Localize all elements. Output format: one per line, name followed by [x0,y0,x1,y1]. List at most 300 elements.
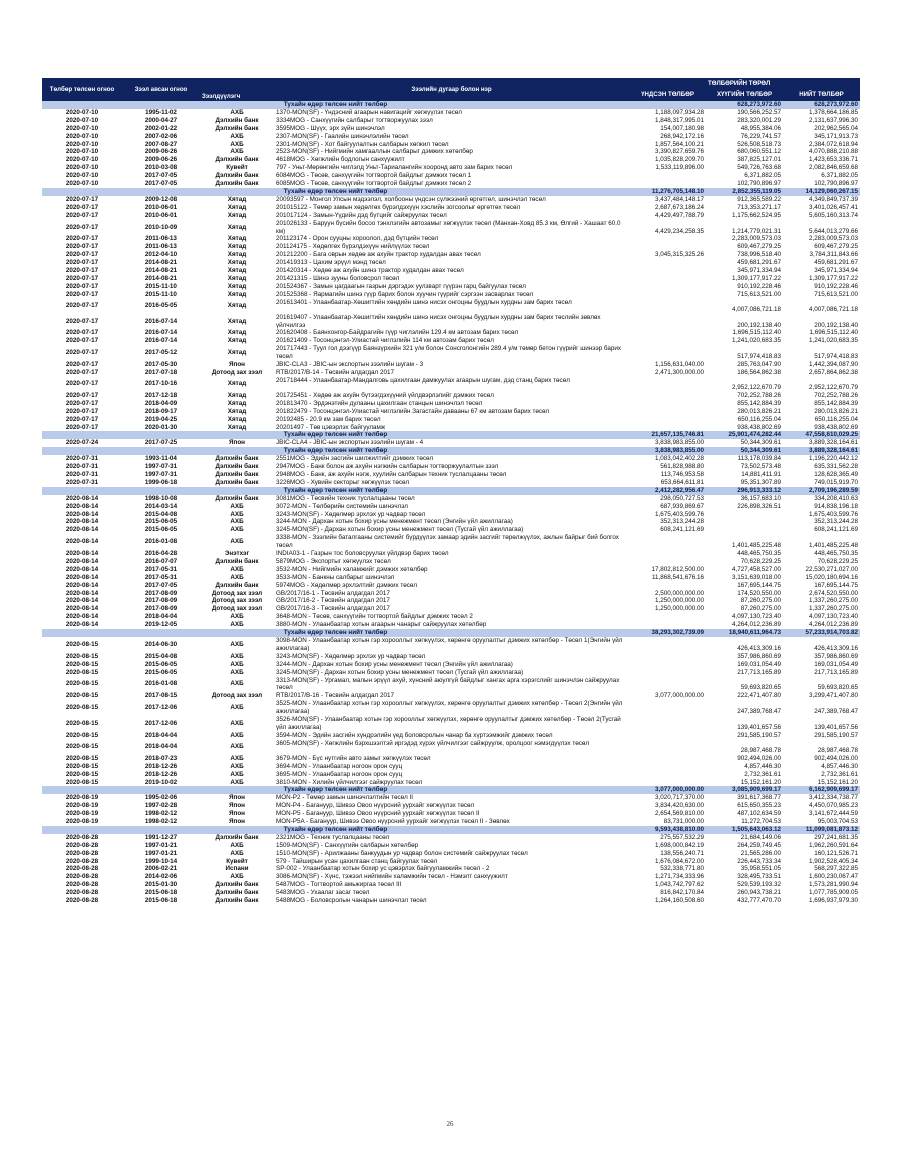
loan-name-cell: 3810-MON - Хилийн үйлчилгээг сайжруулах төсөл [276,778,423,786]
loan-date-cell: 1998-02-12 [144,818,178,826]
table-row [42,590,860,598]
total-cell: 1,902,528,405.34 [808,857,859,865]
loan-date-cell: 2011-06-13 [145,243,177,251]
header-payment-type: ТӨЛБӨРИЙН ТӨРӨЛ [706,78,860,89]
table-row [42,109,860,117]
pay-date-cell: 2020-08-28 [65,857,99,865]
lender-cell: Дэлхийн банк [215,156,259,164]
pay-date-cell: 2020-07-17 [65,380,99,388]
principal-cell [629,637,706,653]
principal-cell [629,669,706,677]
total-cell: 15,020,180,694.16 [805,573,859,581]
total-cell: 280,013,826.21 [814,407,859,415]
principal-cell: 608,241,121.69 [660,526,704,534]
loan-date-cell: 2014-08-21 [144,274,178,282]
total-cell: 345,171,913.73 [814,132,859,140]
lender-cell: АХБ [230,538,244,546]
lender-cell: АХБ [230,640,244,648]
principal-cell: 561,828,988.80 [660,463,704,471]
lender-cell: Япон [229,818,245,826]
pay-date-cell: 2020-08-28 [65,833,99,841]
loan-name-cell: 20201497 - Төв цэвэрлэх байгууламж [276,423,386,431]
table-row [42,810,860,818]
pay-date-cell: 2020-07-17 [65,251,99,259]
loan-name-cell: SP-002 - Улаанбаатар хотын бохир ус цэвэрлэх байгууламжийн төсөл - 2 [276,865,490,873]
pay-date-cell: 2020-08-28 [65,897,99,905]
principal-cell: 154,007,180.98 [660,124,704,132]
table-row [42,495,860,503]
pay-date-cell: 2020-08-19 [65,810,99,818]
interest-cell: 526,508,518.73 [737,140,781,148]
total-cell: 291,585,190.57 [814,731,859,739]
pay-date-cell: 2020-07-17 [65,235,99,243]
interest-cell: 1,401,485,225.48 [731,542,781,550]
table-row [42,392,860,400]
principal-cell: 1,676,084,672.00 [654,857,704,865]
loan-name-cell: GB/2017/16-3 - Төсвийн алдагдал 2017 [276,605,390,613]
loan-name-cell: 201525368 - Яармагийн шинэ гүүр барих болон хуучин гүүрийг сэргээн засварлах төсөл [276,290,534,298]
lender-cell: Дэлхийн банк [215,116,259,124]
interest-cell: 76,229,741.57 [740,132,781,140]
loan-date-cell: 2017-08-09 [144,605,178,613]
principal-cell [629,677,706,693]
principal-cell [629,337,706,345]
pay-date-cell: 2020-08-28 [65,873,99,881]
total-cell: 3,299,471,407.80 [808,692,859,700]
lender-cell: АХБ [230,652,244,660]
total-cell: 2,082,846,659.68 [808,164,859,172]
loan-name-cell: 201717443 - Туул гол дээгүүр Баянзүрхийн 321 у/м болон Сонсголонгийн 289.4 у/м төмөр бетон гүүрийг шинээр барих төсөл [276,345,622,361]
pay-date-cell: 2020-07-31 [65,470,99,478]
total-cell: 95,003,704.53 [817,818,859,826]
lender-cell: Дэлхийн банк [215,833,259,841]
loan-date-cell: 2010-10-09 [144,223,178,231]
subtotal-interest: 50,344,309.61 [706,447,783,455]
interest-cell [706,518,783,526]
interest-cell: 102,790,896.97 [737,180,781,188]
pay-date-cell: 2020-07-17 [65,223,99,231]
pay-date-cell: 2020-08-14 [65,502,99,510]
loan-name-cell: 3695-MON - Улаанбаатар ногоон орон сууц [276,770,403,778]
total-cell: 1,600,230,067.47 [808,873,859,881]
table-row [42,881,860,889]
pay-date-cell: 2020-07-17 [65,391,99,399]
interest-cell: 4,727,458,527.00 [731,565,781,573]
table-row [42,125,860,133]
lender-cell: АХБ [230,873,244,881]
total-cell: 6,371,882.05 [821,172,859,180]
table-row [42,802,860,810]
table-row [42,889,860,897]
interest-cell: 15,152,161.20 [740,778,781,786]
loan-date-cell: 2016-07-14 [144,329,178,337]
loan-name-cell: 201718444 - Улаанбаатар-Мандалговь цахилгаан дамжуулах агаарын шугам, дэд станц барих төсөл [276,376,570,384]
table-row [42,117,860,125]
pay-date-cell: 2020-07-17 [65,211,99,219]
table-row [42,613,860,621]
pay-date-cell: 2020-08-15 [65,754,99,762]
total-cell: 1,401,485,225.48 [808,542,859,550]
principal-cell: 275,557,532.29 [660,833,704,841]
loan-name-cell: 3086-MON(SF) - Хүнс, тэжээл нийгмийн халамжийн төсөл - Нэмэлт санхүүжилт [276,873,508,881]
lender-cell: АХБ [230,743,244,751]
loan-name-cell: 5879MOG - Экспортыг хөгжүүлэх төсөл [276,557,391,565]
lender-cell: Дэлхийн банк [215,180,259,188]
lender-cell: АХБ [230,668,244,676]
total-cell: 28,987,468.78 [817,746,859,754]
loan-date-cell: 1997-01-21 [144,849,178,857]
loan-date-cell: 2015-06-05 [144,518,178,526]
pay-date-cell: 2020-08-28 [65,841,99,849]
lender-cell: Хятад [227,235,247,243]
pay-date-cell: 2020-08-14 [65,565,99,573]
lender-cell: Дэлхийн банк [215,494,259,502]
loan-name-cell: INDIA03-1 - Газрын тос боловсруулах үйлдвэр барих төсөл [276,550,449,558]
loan-name-cell: JBIC-CLA3 - JBIC-ын экспортын зээлийн шугам - 3 [276,361,424,369]
loan-name-cell: 797 - Уньт-Мөрөнгийн чиглэлд Уньт-Тариалангийн хооронд авто зам барих төсөл [276,164,513,172]
loan-name-cell: 3533-MON - Банкны салбарыг шинэчлэл [276,573,395,581]
loan-name-cell: MON-P5A - Багануур, Шивээ Овоо нүүрсний уурхайг хөгжүүлэх төсөл II - Зөвлөх [276,818,510,826]
loan-name-cell: 579 - Тайширын усан цахилгаан станц байгуулах төсөл [276,857,438,865]
total-cell: 1,196,220,442.12 [808,455,859,463]
interest-cell: 139,401,657.56 [737,723,781,731]
loan-date-cell: 2014-08-21 [144,267,178,275]
principal-cell [629,771,706,779]
header-spacer [629,78,706,89]
total-cell: 297,241,681.35 [814,833,859,841]
interest-cell: 280,013,826.21 [737,407,781,415]
loan-date-cell: 2014-03-14 [144,502,178,510]
table-row [42,779,860,787]
pay-date-cell: 2020-07-17 [65,274,99,282]
pay-date-cell: 2020-07-17 [65,290,99,298]
interest-cell: 426,413,309.16 [737,644,781,652]
pay-date-cell: 2020-08-14 [65,621,99,629]
header-total: НИЙТ ТӨЛБӨР [783,89,860,101]
lender-cell: Дэлхийн банк [215,463,259,471]
table-row [42,566,860,574]
subtotal-interest: 296,913,333.12 [706,487,783,495]
principal-cell [629,400,706,408]
table-row [42,283,860,291]
loan-date-cell: 1999-10-14 [144,857,178,865]
pay-date-cell: 2020-07-17 [65,423,99,431]
loan-date-cell: 2015-06-18 [144,897,178,905]
table-row [42,212,860,220]
loan-date-cell: 2018-12-26 [144,762,178,770]
interest-cell: 28,987,468.78 [740,746,781,754]
loan-date-cell: 1991-12-27 [144,833,178,841]
table-row [42,291,860,299]
interest-cell: 247,389,768.47 [737,708,781,716]
total-cell: 4,857,446.30 [821,762,859,770]
interest-cell: 291,585,190.57 [737,731,781,739]
total-cell: 1,962,260,591.64 [808,841,859,849]
total-cell: 715,613,521.00 [814,290,859,298]
loan-name-cell: 3605-MON(SF) - Хөгжлийн бэрхшээлтэй иргэдэд хүрэх үйлчилгээг сайжруулж, оролцоог нэмэгдүүлэх төсөл [276,739,590,747]
total-cell: 247,389,768.47 [814,708,859,716]
loan-name-cell: 5488MOG - Боловсролын чанарын шинэчлэл төсөл [276,897,427,905]
total-cell: 1,378,664,186.85 [808,108,859,116]
subtotal-total: 11,099,081,873.12 [783,826,860,834]
subtotal-row [42,431,860,439]
interest-cell: 910,192,228.46 [737,282,781,290]
loan-date-cell: 2017-07-25 [144,439,178,447]
loan-name-cell: 201725451 - Хөдөө аж ахуйн бүтээгдэхүүний үйлдвэрлэлийг дэмжих төсөл [276,391,494,399]
total-cell: 4,097,130,723.40 [808,613,859,621]
interest-cell: 529,539,193.32 [737,881,781,889]
loan-date-cell: 2009-12-08 [144,195,178,203]
interest-cell: 680,060,551.12 [737,148,781,156]
header-lender: Зээлдүүлэгч [200,78,274,101]
lender-cell: Дотоод зах зээл [211,597,263,605]
table-row [42,133,860,141]
interest-cell: 902,494,026.00 [737,754,781,762]
loan-name-cell: 201524367 - Замын цагдаагын газрын дэргэдэх уулзварт гүүрэн гарц байгуулах төсөл [276,282,526,290]
loan-name-cell: 2948MOG - Банк, аж ахуйн нэгж, хуулийн салбарын техник туслалцааны төсөл [276,470,507,478]
principal-cell [629,377,706,392]
lender-cell: Хятад [227,223,247,231]
table-row [42,275,860,283]
lender-cell: Хятад [227,302,247,310]
subtotal-principal [629,101,706,109]
interest-cell: 487,102,634.59 [737,810,781,818]
loan-date-cell: 2018-12-26 [144,770,178,778]
loan-date-cell: 2017-12-06 [144,704,178,712]
loan-date-cell: 2017-07-05 [144,172,178,180]
total-cell: 855,142,884.39 [814,399,859,407]
interest-cell: 36,157,683.10 [740,494,781,502]
lender-cell: Хятад [227,267,247,275]
principal-cell: 653,664,611.81 [660,478,704,486]
loan-date-cell: 2016-04-28 [144,550,178,558]
total-cell: 2,657,864,862.38 [808,369,859,376]
loan-name-cell: 3526-MON(SF) - Улаанбаатар хотын гэр хорооллыг хөгжүүлэх, хөрөнгө оруулалтыг дэмжих хөтөлбөр - Төсөл 2(Тусгай үйл ажиллагаа) [276,716,621,731]
table-row [42,369,860,377]
table-row [42,755,860,763]
principal-cell: 83,731,000.00 [663,818,704,826]
interest-cell: 1,696,515,112.40 [732,329,781,337]
loan-date-cell: 2017-12-06 [144,720,178,728]
loan-name-cell: 201124175 - Хөдөлгөх бүрэлдэхүүн нийлүүлэх төсөл [276,243,430,251]
loan-date-cell: 2016-07-14 [144,337,178,345]
loan-name-cell: 201419313 - Цахим эрүүл мэнд төсөл [276,259,386,267]
principal-cell [629,243,706,251]
total-cell: 357,986,860.69 [814,652,859,660]
principal-cell [629,550,706,558]
pay-date-cell: 2020-08-14 [65,557,99,565]
total-cell: 4,070,888,210.88 [808,148,859,156]
principal-cell [629,283,706,291]
pay-date-cell: 2020-08-14 [65,510,99,518]
total-cell: 1,696,937,979.30 [808,897,859,905]
loan-date-cell: 2019-12-05 [144,621,178,629]
table-row [42,235,860,243]
loan-name-cell: RTB/2017/B-16 - Төсвийн алдагдал 2017 [276,692,394,700]
loan-date-cell: 2016-05-05 [144,302,178,310]
total-cell: 3,412,334,738.77 [808,794,859,802]
interest-cell [706,526,783,534]
loan-date-cell: 2018-04-04 [144,613,178,621]
lender-cell: Хятад [227,290,247,298]
table-row [42,267,860,275]
lender-cell: АХБ [230,621,244,629]
total-cell: 749,015,919.70 [814,478,859,486]
loan-date-cell: 2018-04-09 [144,399,178,407]
loan-name-cell: 3243-MON(SF) - Хөдөлмөр эрхлэх ур чадвар төсөл [276,652,426,660]
total-cell: 4,349,849,737.39 [808,195,859,203]
total-cell: 910,192,228.46 [814,282,859,290]
total-cell: 1,696,515,112.40 [809,329,859,337]
loan-name-cell: 5974MOG - Хөдөлмөр эрхлэлтийг дэмжих төсөл [276,581,418,589]
subtotal-total: 3,889,328,164.61 [783,447,860,455]
loan-date-cell: 2015-11-10 [145,290,177,298]
lender-cell: Дэлхийн банк [215,881,259,889]
principal-cell [629,700,706,716]
header-loan-date: Зээл авсан огноо [122,78,200,101]
loan-date-cell: 2007-02-06 [144,132,178,140]
total-cell: 2,283,009,573.03 [808,235,859,243]
interest-cell: 713,353,271.17 [737,203,781,211]
total-cell: 2,384,072,618.94 [808,140,859,148]
pay-date-cell: 2020-08-15 [65,680,99,688]
interest-cell: 14,881,411.91 [741,470,781,478]
interest-cell: 260,943,738.21 [737,889,781,897]
lender-cell: АХБ [230,754,244,762]
total-cell: 902,494,026.00 [814,754,859,762]
interest-cell: 1,241,020,683.35 [731,337,781,345]
pay-date-cell: 2020-08-15 [65,660,99,668]
lender-cell: Хятад [227,415,247,423]
loan-date-cell: 2009-06-26 [144,148,178,156]
principal-cell [629,763,706,771]
pay-date-cell: 2020-07-10 [65,140,99,148]
subtotal-principal: 11,276,705,148.10 [629,188,706,196]
total-cell: 702,252,788.26 [814,391,859,399]
lender-cell: Хятад [227,243,247,251]
table-row [42,574,860,582]
total-cell: 448,465,750.35 [814,550,859,558]
loan-date-cell: 2017-10-16 [144,380,178,388]
lender-cell: Дэлхийн банк [215,557,259,565]
pay-date-cell: 2020-08-15 [65,720,99,728]
principal-cell [629,613,706,621]
principal-cell [629,534,706,550]
lender-cell: Япон [229,810,245,818]
total-cell: 22,530,271,027.00 [805,565,859,573]
loan-date-cell: 2014-06-30 [144,640,178,648]
loan-name-cell: 3595MOG - Шүүх, эрх зүйн шинэчлэл [276,124,385,132]
interest-cell: 2,732,361.61 [744,770,781,778]
principal-cell: 3,077,000,000.00 [654,692,704,700]
table-row [42,732,860,740]
principal-cell: 1,250,000,000.00 [654,605,704,613]
pay-date-cell: 2020-08-14 [65,573,99,581]
pay-date-cell: 2020-07-17 [65,282,99,290]
pay-date-cell: 2020-08-19 [65,818,99,826]
loan-date-cell: 2010-06-01 [144,211,178,219]
pay-date-cell: 2020-07-10 [65,148,99,156]
principal-cell: 1,675,403,599.76 [654,510,704,518]
total-cell: 128,628,365.49 [814,470,859,478]
total-cell: 2,732,361.61 [821,770,859,778]
loan-date-cell: 2006-02-21 [144,865,178,873]
lender-cell: АХБ [230,762,244,770]
interest-cell: 1,175,662,524.95 [731,211,781,219]
loan-date-cell: 1995-11-02 [145,108,177,116]
interest-cell: 169,031,054.49 [737,660,781,668]
principal-cell: 11,868,541,676.16 [651,573,704,581]
loan-date-cell: 2017-07-05 [144,180,178,188]
total-cell: 426,413,309.16 [814,644,859,652]
lender-cell: Испани [225,865,249,873]
interest-cell: 50,344,309.61 [740,439,781,447]
lender-cell: Дэлхийн банк [215,172,259,180]
loan-date-cell: 2019-10-02 [144,778,178,786]
lender-cell: Хятад [227,282,247,290]
principal-cell [629,172,706,180]
subtotal-interest: 2,852,355,119.05 [706,188,783,196]
interest-cell: 938,438,802.69 [737,423,781,431]
loan-name-cell: 201212200 - Бага оврын хөдөө аж ахуйн трактор худалдан авах төсөл [276,251,481,259]
pay-date-cell: 2020-07-17 [65,369,99,376]
lender-cell: Хятад [227,380,247,388]
total-cell: 914,838,196.18 [814,502,859,510]
loan-name-cell: 201026133 - Баруун бүсийн босоо тэнхлэгийн автозамыг хөгжүүлэх төсөл (Манхан-Ховд 85.3 км, Өлгий - Хашаат 60.0 км) [276,219,621,235]
loan-date-cell: 2009-06-26 [144,156,178,164]
loan-date-cell: 2015-06-05 [144,660,178,668]
interest-cell: 357,986,860.69 [737,652,781,660]
total-cell: 2,131,637,996.30 [808,116,859,124]
pay-date-cell: 2020-07-10 [65,156,99,164]
principal-cell [629,314,706,330]
loan-date-cell: 1998-02-12 [144,810,178,818]
principal-cell [629,716,706,732]
total-cell: 1,675,403,599.76 [808,510,859,518]
lender-cell: Кувейт [226,164,248,172]
loan-name-cell: JBIC-CLA4 - JBIC-ын экспортын зээлийн шугам - 4 [276,439,424,447]
lender-cell: АХБ [230,660,244,668]
loan-date-cell: 2015-04-08 [144,652,178,660]
page-number: 26 [446,1120,454,1128]
loan-name-cell: 3226MOG - Хувийн секторыг хөгжүүлэх төсөл [276,478,410,486]
loan-date-cell: 2017-12-18 [144,391,178,399]
interest-cell: 328,495,733.51 [737,873,781,881]
pay-date-cell: 2020-07-17 [65,195,99,203]
loan-date-cell: 2018-09-17 [144,407,178,415]
lender-cell: Дэлхийн банк [215,897,259,905]
principal-cell: 3,045,315,325.26 [654,251,704,259]
principal-cell: 352,313,244.28 [660,518,704,526]
interest-cell: 855,142,884.39 [737,399,781,407]
interest-cell: 2,283,009,573.03 [731,235,781,243]
interest-cell: 59,693,820.65 [740,684,781,692]
loan-name-cell: 3081MOG - Төсвийн техник туслалцааны төсөл [276,494,415,502]
lender-cell: Япон [229,361,245,369]
table-row [42,424,860,432]
pay-date-cell: 2020-08-14 [65,518,99,526]
loan-name-cell: 3334MOG - Санхүүгийн салбарыг тогтворжуулах зээл [276,116,433,124]
total-cell: 334,208,410.63 [814,494,859,502]
loan-date-cell: 1995-02-06 [144,794,178,802]
table-row [42,172,860,180]
total-cell: 139,401,657.56 [814,723,859,731]
loan-name-cell: 3880-MON - Улаанбаатар хотын агаарын чанарыг сайжруулах хөтөлбөр [276,621,487,629]
payments-table [42,78,860,905]
subtotal-label: Тухайн өдөр төлсөн нийт төлбөр [42,826,629,834]
principal-cell: 532,338,771.80 [660,865,704,873]
pay-date-cell: 2020-07-10 [65,116,99,124]
